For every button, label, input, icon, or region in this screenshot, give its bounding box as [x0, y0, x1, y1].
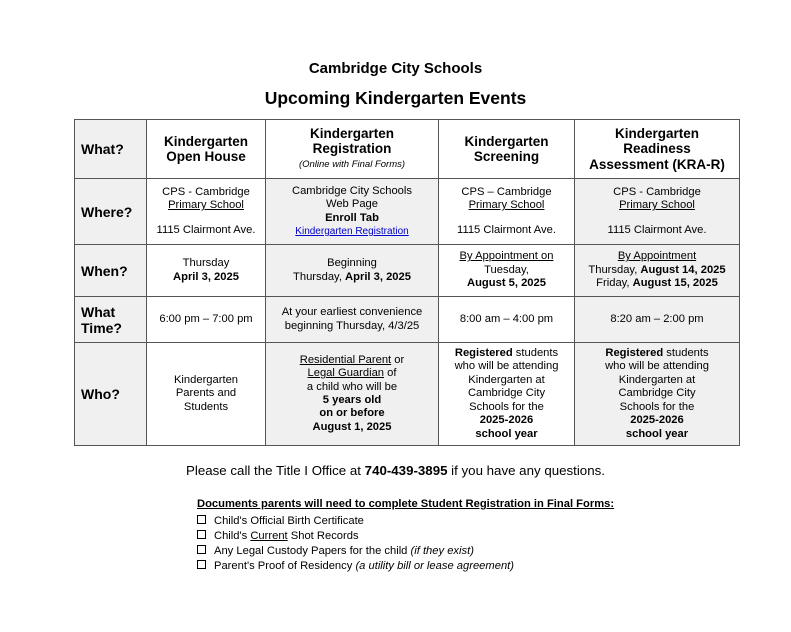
kra-time: 8:20 am – 2:00 pm: [575, 297, 740, 343]
registration-note: (Online with Final Forms): [298, 158, 406, 170]
table-row-what: [75, 120, 740, 179]
documents-list: [197, 497, 667, 574]
row-label-what: What?: [75, 120, 147, 179]
row-label-who: Who?: [75, 343, 147, 446]
organization-name: Cambridge City Schools: [308, 60, 483, 77]
header-screening: Kindergarten Screening: [439, 120, 575, 179]
list-item: Child's Official Birth Certificate: [197, 514, 667, 529]
registration-time: At your earliest convenience beginning Thursday, 4/3/25: [266, 297, 439, 343]
screening-time: 8:00 am – 4:00 pm: [439, 297, 575, 343]
phone-number: 740-439-3895: [364, 463, 448, 478]
open-house-date: Thursday April 3, 2025: [147, 245, 266, 297]
table-row-where: [75, 179, 740, 245]
checkbox-icon: [197, 530, 206, 539]
contact-line: Please call the Title I Office at 740-439-3895 if you have any questions.: [186, 463, 605, 478]
row-label-time: What Time?: [75, 297, 147, 343]
events-table: [74, 119, 740, 446]
list-item: Parent's Proof of Residency (a utility bill or lease agreement): [197, 559, 667, 574]
checkbox-icon: [197, 560, 206, 569]
screening-audience: Registered students who will be attending Kindergarten at Cambridge City Schools for the 2025-2026 school year: [439, 343, 575, 446]
screening-location: CPS – Cambridge Primary School 1115 Clairmont Ave.: [439, 179, 575, 245]
row-label-when: When?: [75, 245, 147, 297]
table-row-when: [75, 245, 740, 297]
registration-location: Cambridge City Schools Web Page Enroll Tab Kindergarten Registration: [266, 179, 439, 245]
screening-date: By Appointment on Tuesday, August 5, 2025: [439, 245, 575, 297]
open-house-time: 6:00 pm – 7:00 pm: [147, 297, 266, 343]
row-label-where: Where?: [75, 179, 147, 245]
header-registration: Kindergarten Registration (Online with Final Forms): [266, 120, 439, 179]
header-kra: Kindergarten Readiness Assessment (KRA-R): [575, 120, 740, 179]
checkbox-icon: [197, 515, 206, 524]
kra-date: By Appointment Thursday, August 14, 2025 Friday, August 15, 2025: [575, 245, 740, 297]
table-row-time: [75, 297, 740, 343]
registration-date: Beginning Thursday, April 3, 2025: [266, 245, 439, 297]
table-row-who: [75, 343, 740, 446]
list-item: Child's Current Shot Records: [197, 529, 667, 544]
open-house-audience: Kindergarten Parents and Students: [147, 343, 266, 446]
page-title: Upcoming Kindergarten Events: [264, 88, 527, 108]
kra-audience: Registered students who will be attending Kindergarten at Cambridge City Schools for the 2025-2026 school year: [575, 343, 740, 446]
kindergarten-registration-link[interactable]: Kindergarten Registration: [295, 225, 409, 237]
open-house-location: CPS - Cambridge Primary School 1115 Clairmont Ave.: [147, 179, 266, 245]
kra-location: CPS - Cambridge Primary School 1115 Clairmont Ave.: [575, 179, 740, 245]
registration-audience: Residential Parent or Legal Guardian of a child who will be 5 years old on or before August 1, 2025: [266, 343, 439, 446]
documents-heading: Documents parents will need to complete Student Registration in Final Forms:: [197, 498, 615, 510]
checkbox-icon: [197, 545, 206, 554]
list-item: Any Legal Custody Papers for the child (if they exist): [197, 544, 667, 559]
header-open-house: Kindergarten Open House: [147, 120, 266, 179]
